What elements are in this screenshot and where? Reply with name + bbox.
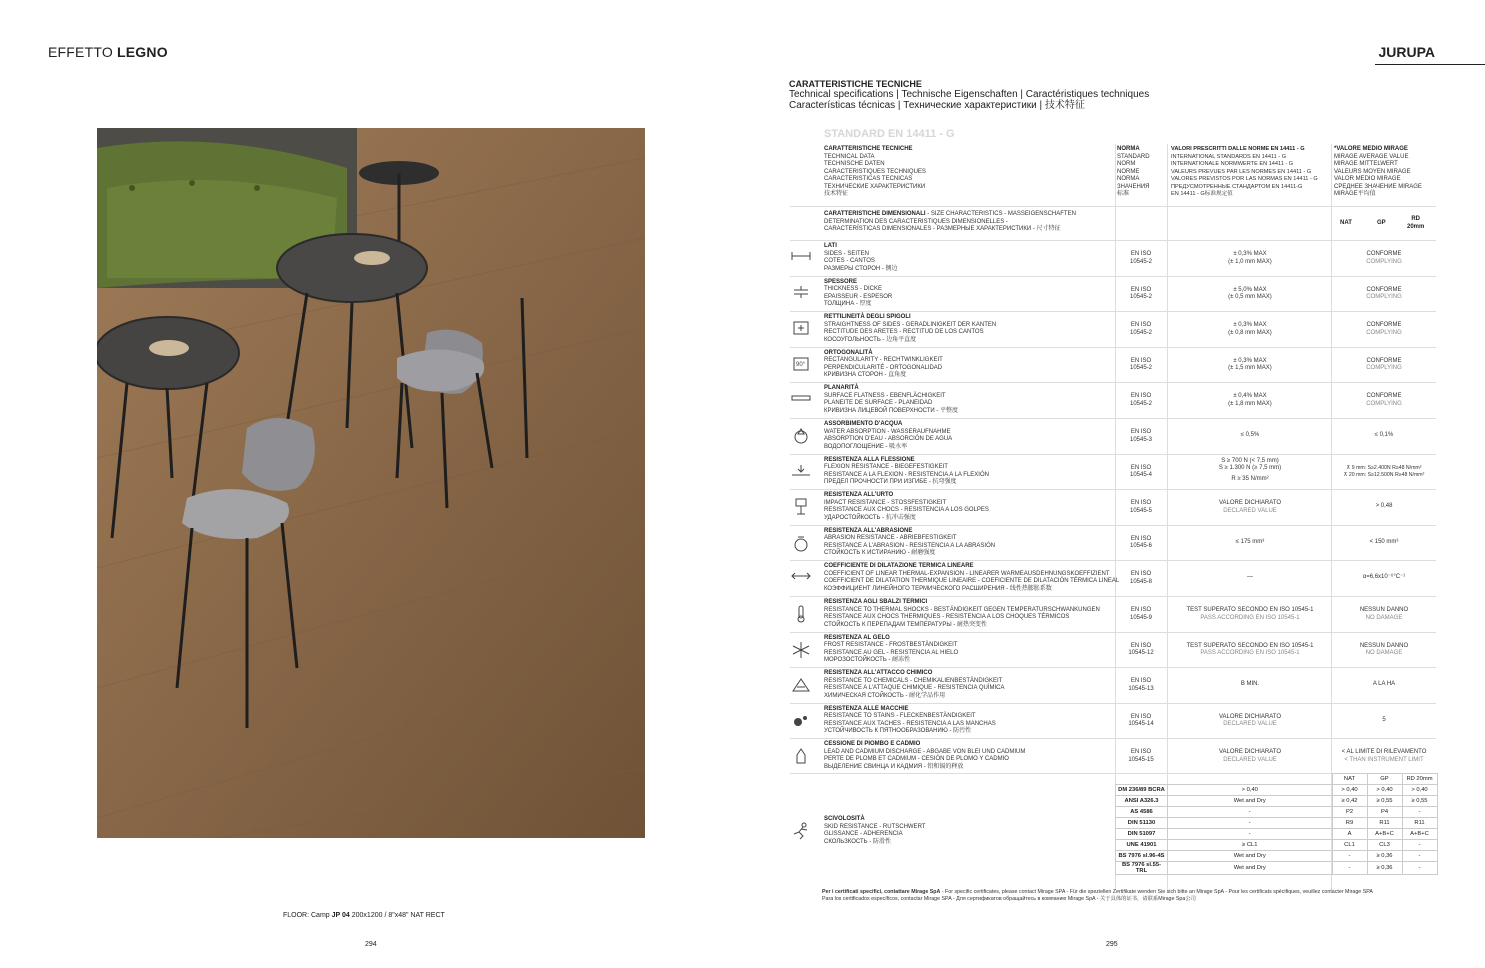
- sides-icon: [790, 249, 814, 267]
- slip-cell: DM 236/89 BCRA: [1116, 785, 1168, 796]
- collection-name: JURUPA: [1378, 44, 1435, 60]
- slip-table-row: [1116, 840, 1438, 851]
- spec-value: TEST SUPERATO SECONDO EN ISO 10545-1 PASS ACCORDING EN ISO 10545-1: [1186, 642, 1314, 657]
- spec-row: [790, 738, 1436, 775]
- room-photo: [97, 128, 645, 838]
- spec-row: [790, 311, 1436, 348]
- spec-mirage-value: ≤ 0,1%: [1374, 432, 1394, 438]
- spec-value: —: [1247, 574, 1253, 581]
- slip-label: SCIVOLOSITÀ SKID RESISTANCE - RUTSCHWERT GLISSANCE - ADHERENCIA СКОЛЬЗКОСТЬ - 防滑性: [824, 816, 926, 845]
- spec-norm: EN ISO 10545-5: [1129, 500, 1153, 514]
- slip-table-row: [1116, 851, 1438, 862]
- slip-cell: UNE 41901: [1116, 840, 1168, 851]
- spec-value: ± 0,3% MAX (± 1,5 mm MAX): [1228, 357, 1272, 372]
- spec-label: COEFFICIENTE DI DILATAZIONE TERMICA LINEARE COEFFICIENT OF LINEAR THERMAL-EXPANSION - LINEARER WARMEAUSDEHNUNGSKOEFFIZIENT COEFFICIENT DE DILATATION THERMIQUE LINEAIRE - COEFICIENTE DE DILATACIÓN TÉRMICA LINEAL КОЭФФИЦИЕНТ ЛИНЕЙНОГО ТЕРМИЧЕСКОГО РАСШИРЕНИЯ - 线性热膨胀系数: [824, 563, 1120, 592]
- spec-value: ± 0,3% MAX (± 1,0 mm MAX): [1228, 251, 1272, 265]
- nat-header: NAT: [1340, 220, 1352, 226]
- stain-icon: [790, 712, 814, 730]
- slip-cell: -: [1168, 829, 1333, 840]
- flatness-icon: [790, 391, 814, 409]
- spec-value: VALORE DICHIARATO DECLARED VALUE: [1218, 749, 1281, 763]
- slip-table-row: [1116, 796, 1438, 807]
- slip-table: [1115, 773, 1438, 875]
- slip-cell: Wet and Dry: [1168, 862, 1333, 875]
- spec-row: [790, 632, 1436, 669]
- col-head-norm: NORMA STANDARD NORM NORME NORMA ЗНАЧЕНИЯ 标准: [1117, 146, 1150, 197]
- spec-label: CESSIONE DI PIOMBO E CADMIO LEAD AND CADMIUM DISCHARGE - ABGABE VON BLEI UND CADMIUM PERTE DE PLOMB ET CADMIUM - CESIÓN DE PLOMO Y CADMIO ВЫДЕЛЕНИЕ СВИНЦА И КАДМИЯ - 铅和镉的释放: [824, 741, 1026, 770]
- spec-label: ASSORBIMENTO D'ACQUA WATER ABSORPTION - WASSERAUFNAHME ABSORPTION D'EAU - ABSORCIÓN DE AGUA ВОДОПОГЛОЩЕНИЕ - 吸水率: [824, 421, 953, 450]
- spec-value: ≤ 175 mm³: [1235, 538, 1265, 545]
- slip-table-row: [1116, 785, 1438, 796]
- col-head-mirage: *VALORE MEDIO MIRAGE MIRAGE AVERAGE VALUE MIRAGE MITTELWERT VALEURS MOYEN MIRAGE VALOR MEDIO MIRAGE СРЕДНЕЕ ЗНАЧЕНИЕ MIRAGE MIRAGE平均值: [1334, 146, 1422, 197]
- slip-cell: ≥ 0,36: [1367, 862, 1402, 875]
- spec-label: LATI SIDES - SEITEN COTES - CANTOS РАЗМЕРЫ СТОРОН - 侧边: [824, 243, 898, 272]
- spec-value: VALORE DICHIARATO DECLARED VALUE: [1218, 713, 1281, 728]
- chemical-icon: [790, 676, 814, 694]
- spec-mirage-value: ⊼ 9 mm: S≥2.400N R≥48 N/mm² ⊼ 20 mm: S≥12.500N R≥48 N/mm²: [1343, 464, 1425, 479]
- spec-row: [790, 418, 1436, 455]
- spec-mirage-value: < 150 mm³: [1369, 538, 1399, 545]
- spec-row: [790, 347, 1436, 384]
- header-rule: [1375, 64, 1485, 65]
- spec-norm: EN ISO 10545-6: [1129, 535, 1153, 550]
- dimensional-header: [790, 206, 1436, 241]
- spec-label: RESISTENZA AGLI SBALZI TERMICI RESISTANCE TO THERMAL SHOCKS - BESTÄNDIGKEIT GEGEN TEMPERATURSCHWANKUNGEN RESISTANCE AUX CHOCS THERMIQUES - RESISTENCIA A LOS CHOQUES TÉRMICOS СТОЙКОСТЬ К ПЕРЕПАДАМ ТЕМПЕРАТУРЫ - 耐热突变性: [824, 599, 1100, 628]
- slip-cell: P2: [1332, 807, 1367, 818]
- tech-spec-title: [789, 79, 1149, 111]
- spec-mirage-value: A LA HA: [1372, 681, 1396, 688]
- page-number-right: 295: [1106, 941, 1118, 948]
- spec-row: [790, 525, 1436, 562]
- slip-cell: R11: [1402, 818, 1437, 829]
- spec-row: [790, 454, 1436, 491]
- slip-cell: -: [1402, 851, 1437, 862]
- slip-cell: -: [1402, 862, 1437, 875]
- spec-label: PLANARITÀ SURFACE FLATNESS - EBENFLÄCHIGKEIT PLANEITE DE SURFACE - PLANEIDAD КРИВИЗНА ЛИЦЕВОЙ ПОВЕРХНОСТИ - 平整度: [824, 385, 959, 414]
- gp-header: GP: [1377, 220, 1386, 226]
- page-number-left: 294: [365, 941, 377, 948]
- slip-cell: -: [1402, 840, 1437, 851]
- spec-label: RESISTENZA ALLE MACCHIE RESISTANCE TO STAINS - FLECKENBESTÄNDIGKEIT RESISTANCE AUX TACHES - RESISTENCIA A LAS MANCHAS УСТОЙЧИВОСТЬ К ПЯТНООБРАЗОВАНИЮ - 防污性: [824, 705, 996, 735]
- slip-cell: -: [1402, 807, 1437, 818]
- spec-mirage-value: α=6,6x10⁻⁶°C⁻¹: [1362, 574, 1406, 581]
- abrasion-icon: [790, 534, 814, 552]
- slip-table-row: [1116, 818, 1438, 829]
- slip-cell: R11: [1367, 818, 1402, 829]
- spec-norm: EN ISO 10545-15: [1128, 749, 1154, 763]
- dimensional-label: CARATTERISTICHE DIMENSIONALI - SIZE CHARACTERISTICS - MASSEIGENSCHAFTEN DETERMINATION DES CARACTERISTIQUES DIMENSIONELLES - CARACTERÍSTICAS DIMENSIONALES - РАЗМЕРНЫЕ ХАРАКТЕРИСТИКИ - 尺寸特征: [824, 211, 1076, 232]
- rd-header: RD 20mm: [1407, 216, 1425, 230]
- spec-label: RESISTENZA AL GELO FROST RESISTANCE - FROSTBESTÄNDIGKEIT RESISTANCE AU GEL - RESISTENCIA AL HIELO МОРОЗОСТОЙКОСТЬ - 耐冻性: [824, 634, 959, 664]
- spec-label: RESISTENZA ALL'ABRASIONE ABRASION RESISTANCE - ABRIEBFESTIGKEIT RESISTANCE A L'ABRASION - RESISTENCIA A LA ABRASIÓN СТОЙКОСТЬ К ИСТИРАНИЮ - 耐磨强度: [824, 527, 996, 557]
- spec-norm: EN ISO 10545-8: [1129, 571, 1153, 585]
- spec-mirage-value: CONFORME COMPLYING: [1366, 251, 1402, 265]
- slip-cell: -: [1168, 807, 1333, 818]
- slip-cell: BS 7976 sl.96-4S: [1116, 851, 1168, 862]
- spec-label: RESISTENZA ALL'ATTACCO CHIMICO RESISTANCE TO CHEMICALS - CHEMIKALIENBESTÄNDIGKEIT RESISTANCE A L'ATTAQUE CHIMIQUE - RESISTENCIA QUÍMICA ХИМИЧЕСКАЯ СТОЙКОСТЬ - 耐化学品作用: [824, 670, 1005, 699]
- slip-cell: DIN 51130: [1116, 818, 1168, 829]
- slip-cell: > 0,40: [1332, 785, 1367, 796]
- thermometer-icon: [790, 605, 814, 623]
- spec-norm: EN ISO 10545-9: [1129, 607, 1153, 621]
- slip-cell: -: [1332, 851, 1367, 862]
- footnote: Per i certificati specifici, contattare Mirage SpA - For specific certificates, please contact Mirage SPA - Für die speziellen Zertifikate wenden Sie sich bitte an Mirage SpA - Pour les certificats spécifiques, veuillez contacter Mirage SPA Para los certificados específicos, contactar Mirage SPA - Для сертификатов обращайтесь в компанию Mirage SpA - 关于具体的证书，请联系Mirage Spa公司: [822, 889, 1373, 902]
- frost-icon: [790, 641, 814, 659]
- spec-norm: EN ISO 10545-4: [1129, 464, 1153, 479]
- flexion-icon: [790, 463, 814, 481]
- slip-cell: ≥ 0,55: [1402, 796, 1437, 807]
- thickness-icon: [790, 285, 814, 303]
- slip-table-head: NAT GP RD 20mm: [1116, 774, 1438, 785]
- straightness-icon: [790, 320, 814, 338]
- thermal-expansion-icon: [790, 569, 814, 587]
- spec-mirage-value: CONFORME COMPLYING: [1366, 357, 1402, 372]
- spec-value: ± 0,4% MAX (± 1,8 mm MAX): [1228, 393, 1272, 407]
- title-line-2: Características técnicas | Технические характеристики | 技术特征: [789, 100, 1085, 111]
- col-head-tech: CARATTERISTICHE TECNICHE TECHNICAL DATA TECHNISCHE DATEN CARACTERISTIQUES TECHNIQUES CARACTERISTICAS TECNICAS ТЕХНИЧЕСКИЕ ХАРАКТЕРИСТИКИ 技术特征: [824, 146, 926, 197]
- spec-value: S ≥ 700 N (< 7,5 mm) S ≥ 1.300 N (≥ 7,5 mm) R ≥ 35 N/mm²: [1218, 457, 1282, 482]
- slip-cell: ANSI A326.3: [1116, 796, 1168, 807]
- spec-value: VALORE DICHIARATO DECLARED VALUE: [1218, 500, 1281, 514]
- spec-mirage-value: NESSUN DANNO NO DAMAGE: [1359, 607, 1409, 621]
- spec-mirage-value: CONFORME COMPLYING: [1366, 286, 1402, 301]
- spec-value: ± 0,3% MAX (± 0,8 mm MAX): [1228, 322, 1272, 336]
- spec-value: B MIN.: [1240, 681, 1260, 688]
- title-line-1: Technical specifications | Technische Eigenschaften | Caractéristiques techniques: [789, 89, 1150, 100]
- spec-norm: EN ISO 10545-3: [1129, 429, 1153, 443]
- lead-cadmium-icon: [790, 747, 814, 765]
- slip-cell: BS 7976 sl.55-TRL: [1116, 862, 1168, 875]
- spec-norm: EN ISO 10545-2: [1129, 251, 1153, 265]
- slip-cell: Wet and Dry: [1168, 851, 1333, 862]
- slip-table-row: [1116, 862, 1438, 875]
- spec-mirage-value: > 0,48: [1375, 503, 1393, 510]
- slip-cell: A+B+C: [1367, 829, 1402, 840]
- spec-mirage-value: CONFORME COMPLYING: [1366, 322, 1402, 336]
- slip-cell: > 0,40: [1402, 785, 1437, 796]
- svg-text:90°: 90°: [796, 361, 806, 368]
- slip-cell: R9: [1332, 818, 1367, 829]
- spec-mirage-value: CONFORME COMPLYING: [1366, 393, 1402, 407]
- spec-row: [790, 276, 1436, 313]
- slip-cell: AS 4586: [1116, 807, 1168, 818]
- slip-cell: -: [1332, 862, 1367, 875]
- slip-cell: -: [1168, 818, 1333, 829]
- spec-mirage-value: 5: [1382, 716, 1386, 723]
- col-head-values: VALORI PRESCRITTI DALLE NORME EN 14411 - G INTERNATIONAL STANDARDS EN 14411 - G INTERNATIONALE NORMWERTE EN 14411 - G VALEURS PREVUES PAR LES NORMES EN 14411 - G VALORES PREVISTOS POR LAS NORMAS EN 14411 - G ПРЕДУСМОТРЕННЫЕ СТАНДАРТОМ EN 14411-G EN 14411 - G标准规定值: [1171, 146, 1318, 197]
- spec-norm: EN ISO 10545-2: [1129, 393, 1153, 407]
- slip-cell: ≥ 0,36: [1367, 851, 1402, 862]
- room-photo-illustration: [97, 128, 645, 838]
- spec-label: SPESSORE THICKNESS - DICKE EPAISSEUR - ESPESOR ТОЛЩИНА - 厚度: [824, 278, 893, 308]
- spec-label: ORTOGONALITÀ RECTANGULARITY - RECHTWINKLIGKEIT PERPENDICULARITÉ - ORTOGONALIDAD КРИВИЗНА СТОРОН - 直角度: [824, 349, 943, 379]
- slip-cell: > 0,40: [1367, 785, 1402, 796]
- spec-mirage-value: NESSUN DANNO NO DAMAGE: [1359, 642, 1409, 657]
- slip-cell: DIN 51097: [1116, 829, 1168, 840]
- slip-cell: ≥ 0,42: [1332, 796, 1367, 807]
- spec-norm: EN ISO 10545-14: [1128, 713, 1154, 728]
- slip-cell: Wet and Dry: [1168, 796, 1333, 807]
- spec-row: [790, 382, 1436, 419]
- slip-cell: CL3: [1367, 840, 1402, 851]
- slip-cell: CL1: [1332, 840, 1367, 851]
- spec-row: [790, 703, 1436, 740]
- title-main: CARATTERISTICHE TECNICHE: [789, 79, 922, 89]
- water-absorption-icon: [790, 427, 814, 445]
- spec-row: [790, 560, 1436, 597]
- spec-norm: EN ISO 10545-2: [1129, 286, 1153, 301]
- slip-cell: A+B+C: [1402, 829, 1437, 840]
- spec-norm: EN ISO 10545-13: [1128, 678, 1154, 692]
- spec-mirage-value: < AL LIMITE DI RILEVAMENTO < THAN INSTRUMENT LIMIT: [1341, 749, 1427, 763]
- impact-icon: [790, 498, 814, 516]
- spec-row: [790, 240, 1436, 277]
- spec-row: [790, 596, 1436, 633]
- spec-value: TEST SUPERATO SECONDO EN ISO 10545-1 PASS ACCORDING EN ISO 10545-1: [1186, 607, 1314, 621]
- spec-row: [790, 667, 1436, 704]
- slip-table-row: [1116, 829, 1438, 840]
- spec-value: ± 5,0% MAX (± 0,5 mm MAX): [1228, 286, 1272, 301]
- spec-label: RETTILINEITÀ DEGLI SPIGOLI STRAIGHTNESS OF SIDES - GERADLINIGKEIT DER KANTEN RECTITUDE DES ARETES - RECTITUD DE LOS CANTOS КОСОУГОЛЬНОСТЬ - 边角平直度: [824, 314, 997, 343]
- section-title: EFFETTO LEGNO: [48, 44, 168, 60]
- spec-label: RESISTENZA ALLA FLESSIONE FLEXION RESISTANCE - BIEGEFESTIGKEIT RESISTANCE A LA FLEXION - RESISTENCIA A LA FLEXIÓN ПРЕДЕЛ ПРОЧНОСТИ ПРИ ИЗГИБЕ - 抗弯强度: [824, 456, 989, 486]
- spec-norm: EN ISO 10545-2: [1129, 322, 1153, 336]
- slip-cell: ≥ CL1: [1168, 840, 1333, 851]
- slip-icon: [790, 822, 814, 840]
- slip-cell: > 0,40: [1168, 785, 1333, 796]
- slip-cell: ≥ 0,55: [1367, 796, 1402, 807]
- slip-table-row: [1116, 807, 1438, 818]
- rectangularity-icon: [790, 356, 814, 374]
- spec-row: [790, 489, 1436, 526]
- floor-caption: FLOOR: Camp JP 04 200x1200 / 8"x48" NAT RECT: [283, 912, 445, 919]
- spec-value: ≤ 0,5%: [1240, 432, 1260, 438]
- slip-cell: A: [1332, 829, 1367, 840]
- slip-cell: P4: [1367, 807, 1402, 818]
- spec-norm: EN ISO 10545-12: [1128, 642, 1154, 657]
- spec-label: RESISTENZA ALL'URTO IMPACT RESISTANCE - STOSSFESTIGKEIT RESISTANCE AUX CHOCS - RESISTENCIA A LOS GOLPES УДАРОСТОЙКОСТЬ - 抗冲击强度: [824, 492, 989, 521]
- standard-label: STANDARD EN 14411 - G: [824, 128, 955, 140]
- spec-norm: EN ISO 10545-2: [1129, 357, 1153, 372]
